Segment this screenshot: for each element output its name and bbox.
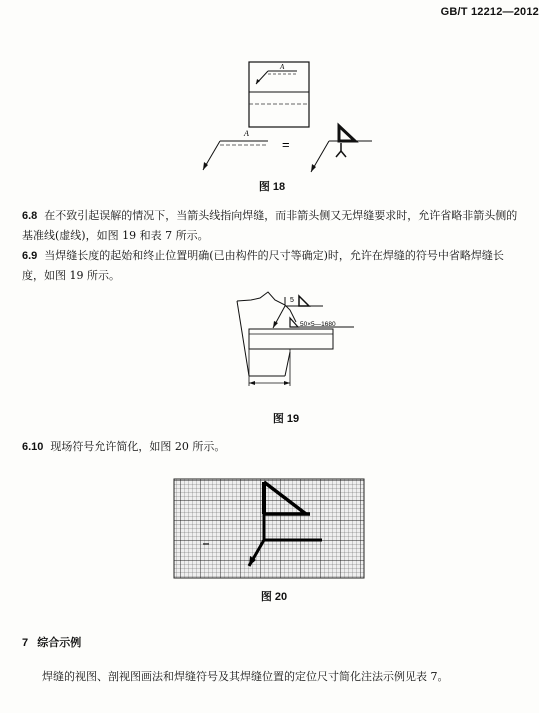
fig18-equals: = — [282, 137, 290, 152]
fig18-label-a-top: A — [280, 63, 285, 71]
fig19-label-bottom: 50×5—1680 — [300, 321, 336, 328]
section-number: 7 — [22, 637, 29, 649]
para-number: 6.8 — [22, 210, 38, 222]
fig18-label-a-left: A — [244, 129, 249, 138]
figure-20-caption: 图 20 — [260, 591, 288, 603]
section-7-heading — [22, 634, 81, 650]
para-text: 度，如图 19 所示。 — [22, 269, 120, 282]
para-text: 现场符号允许简化，如图 20 所示。 — [50, 440, 226, 453]
figure-19-caption: 图 19 — [272, 413, 300, 425]
section-title: 综合示例 — [37, 637, 82, 649]
page-header: GB/T 12212—2012 — [440, 6, 539, 18]
para-text: 当焊缝长度的起始和终止位置明确(已由构件的尺寸等确定)时，允许在焊缝的符号中省略焊缝长 — [44, 249, 504, 262]
para-text: 在不致引起误解的情况下，当箭头线指向焊缝，而非箭头侧又无焊缝要求时，允许省略非箭头侧的 — [44, 209, 518, 222]
para-text: 基准线(虚线)，如图 19 和表 7 所示。 — [22, 229, 209, 242]
fig19-label-top: 5 — [290, 297, 294, 304]
figure-18-caption: 图 18 — [258, 181, 286, 193]
section-7-text: 焊缝的视图、剖视图画法和焊缝符号及其焊缝位置的定位尺寸简化注法示例见表 7。 — [42, 670, 449, 683]
para-number: 6.9 — [22, 250, 38, 262]
para-number: 6.10 — [22, 441, 44, 453]
